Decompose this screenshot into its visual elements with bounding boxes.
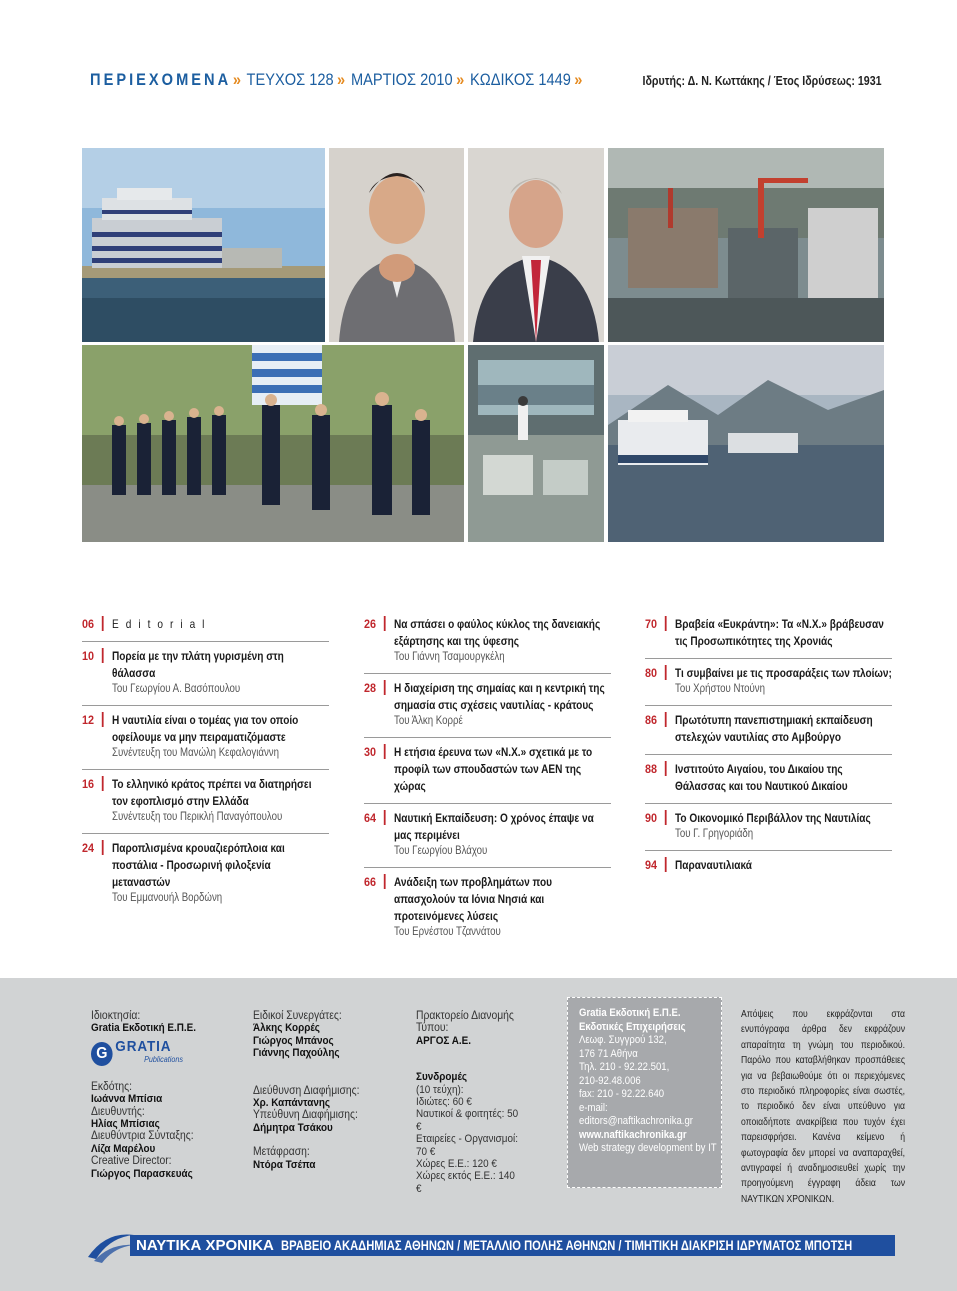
masthead-column-1 (91, 1010, 226, 1180)
entry-title: Βραβεία «Ευκράντη»: Τα «Ν.Χ.» βράβευσαν τις Προσωπικότητες της Χρονιάς (675, 617, 884, 648)
subs-price: Χώρες Ε.Ε.: 120 € (416, 1158, 497, 1171)
photo-ferry-port (608, 345, 884, 542)
photo-shipyard (608, 148, 884, 342)
awards-bar (275, 1235, 895, 1256)
photo-cadets-parade (82, 345, 464, 542)
issue-number: ΤΕΥΧΟΣ 128 (246, 70, 334, 89)
editor-label: Διευθύντρια Σύνταξης: (91, 1130, 194, 1143)
entry-author: Συνέντευξη του Μανώλη Κεφαλογιάννη (112, 747, 279, 759)
creative-label: Creative Director: (91, 1155, 172, 1168)
entry-author: Του Γιάννη Τσαμουργκέλη (394, 651, 505, 663)
agency-label: Πρακτορείο Διανομής Τύπου: (416, 1010, 514, 1035)
entry-author: Του Εμμανουήλ Βορδώνη (112, 892, 223, 904)
gratia-logo (91, 1038, 226, 1070)
contact-box (567, 997, 722, 1188)
special-name: Γιάννης Παχούλης (253, 1047, 340, 1060)
creative-name: Γιώργος Παρασκευάς (91, 1167, 193, 1180)
awards-text: ΒΡΑΒΕΙΟ ΑΚΑΔΗΜΙΑΣ ΑΘΗΝΩΝ / ΜΕΤΑΛΛΙΟ ΠΟΛΗΣ ΑΘΗΝΩΝ / ΤΙΜΗΤΙΚΗ ΔΙΑΚΡΙΣΗ ΙΔΡΥΜΑΤΟΣ ΜΠΟΤΣΗ (281, 1237, 853, 1253)
owner-name: Gratia Εκδοτική Ε.Π.Ε. (91, 1022, 197, 1035)
page-number: 24 (82, 840, 104, 856)
toc-entry[interactable] (82, 648, 329, 706)
arrow-icon: » (456, 70, 463, 89)
entry-title: Η ναυτιλία είναι ο τομέας για τον οποίο οφείλουμε να μην πειραματιζόμαστε (112, 713, 299, 744)
entry-title: Πορεία με την πλάτη γυρισμένη στη θάλασσα (112, 649, 284, 680)
page-number: 16 (82, 776, 104, 792)
entry-author: Του Χρήστου Ντούνη (675, 683, 765, 695)
page-number: 64 (364, 810, 386, 826)
page-number: 94 (645, 857, 667, 873)
publisher-name: Ιωάννα Μπίσια (91, 1093, 163, 1106)
contents-title: ΠΕΡΙΕΧΟΜΕΝΑ (90, 70, 232, 89)
special-label: Ειδικοί Συνεργάτες: (253, 1010, 342, 1022)
toc-entry[interactable] (82, 616, 329, 642)
toc-column-3 (645, 616, 892, 888)
page-number: 30 (364, 744, 386, 760)
page-number: 88 (645, 761, 667, 777)
subs-price: Ναυτικοί & φοιτητές: 50 € (416, 1108, 519, 1133)
toc-entry[interactable] (364, 744, 611, 804)
entry-title: Ναυτική Εκπαίδευση: Ο χρόνος έπαψε να μας περιμένει (394, 811, 594, 842)
entry-author: Συνέντευξη του Περικλή Παναγόπουλου (112, 811, 283, 823)
company-sub: Εκδοτικές Επιχειρήσεις (579, 1020, 686, 1033)
toc-entry[interactable] (645, 857, 892, 882)
entry-author: Του Γεωργίου Βλάχου (394, 845, 488, 857)
address-line: 176 71 Αθήνα (579, 1047, 638, 1060)
toc-entry[interactable] (364, 810, 611, 868)
toc-entry[interactable] (82, 712, 329, 770)
address-line: Λεωφ. Συγγρού 132, (579, 1034, 667, 1046)
toc-entry[interactable] (364, 680, 611, 738)
wave-logo-icon (86, 1227, 136, 1265)
issue-code: ΚΩΔΙΚΟΣ 1449 (470, 70, 571, 89)
entry-title: Παραναυτιλιακά (675, 858, 752, 872)
phone: 210-92.48.006 (579, 1074, 641, 1087)
special-name: Γιώργος Μπάνος (253, 1034, 334, 1047)
arrow-icon: » (337, 70, 344, 89)
company-name: Gratia Εκδοτική Ε.Π.Ε. (579, 1007, 681, 1019)
phone: Τηλ. 210 - 92.22.501, (579, 1061, 670, 1073)
toc-entry[interactable] (364, 616, 611, 674)
arrow-icon: » (574, 70, 581, 89)
page-number: 70 (645, 616, 667, 632)
ads-resp-name: Δήμητρα Τσάκου (253, 1121, 333, 1134)
page-number: 86 (645, 712, 667, 728)
page-number: 80 (645, 665, 667, 681)
entry-author: Του Άλκη Κορρέ (394, 715, 463, 727)
subs-price: Χώρες εκτός Ε.Ε.: 140 € (416, 1170, 515, 1195)
gratia-logo-icon: G (91, 1042, 113, 1066)
arrow-icon: » (232, 70, 240, 89)
toc-entry[interactable] (82, 840, 329, 914)
header-line (90, 70, 584, 90)
page-header (90, 70, 882, 96)
entry-author: Του Γ. Γρηγοριάδη (675, 828, 754, 840)
toc-column-1 (82, 616, 329, 920)
entry-title: Το ελληνικό κράτος πρέπει να διατηρήσει τον εφοπλισμό στην Ελλάδα (112, 777, 312, 808)
page-number: 66 (364, 874, 386, 890)
photo-collage (82, 148, 884, 542)
toc-entry[interactable] (645, 761, 892, 804)
entry-title: Ινστιτούτο Αιγαίου, του Δικαίου της Θάλασσας και του Ναυτικού Δικαίου (675, 762, 848, 793)
editor-name: Λίζα Μαρέλου (91, 1142, 156, 1155)
page-number: 06 (82, 616, 104, 632)
subs-label: Συνδρομές (416, 1071, 468, 1084)
translation-name: Ντόρα Τσέπα (253, 1158, 316, 1171)
ads-label: Διεύθυνση Διαφήμισης: (253, 1084, 360, 1097)
toc-column-2 (364, 616, 611, 954)
ads-name: Χρ. Καπάντανης (253, 1097, 331, 1110)
page-number: 28 (364, 680, 386, 696)
toc-entry[interactable] (82, 776, 329, 834)
page-number: 90 (645, 810, 667, 826)
photo-building-waterfront (82, 148, 325, 342)
entry-title: E d i t o r i a l (112, 617, 207, 631)
subs-issues: (10 τεύχη): (416, 1083, 464, 1096)
entry-title: Το Οικονομικό Περιβάλλον της Ναυτιλίας (675, 811, 871, 825)
website-link[interactable]: www.naftikachronika.gr (579, 1128, 687, 1141)
logo-word: GRATIA (115, 1038, 172, 1056)
toc-entry[interactable] (645, 810, 892, 851)
director-label: Διευθυντής: (91, 1105, 145, 1118)
owner-label: Ιδιοκτησία: (91, 1010, 141, 1022)
entry-author: Του Ερνέστου Τζαννάτου (394, 926, 501, 938)
page-number: 26 (364, 616, 386, 632)
entry-title: Η ετήσια έρευνα των «Ν.Χ.» σχετικά με το προφίλ των σπουδαστών των ΑΕΝ της χώρας (394, 745, 593, 793)
disclaimer-text: Απόψεις που εκφράζονται στα ενυπόγραφα άρθρα δεν εκφράζουν απαραίτητα τη γνώμη του περιοδικού. Παρόλο που καταβλήθηκαν προσπάθειες για να βεβαιωθούμε ότι οι περιεχόμενες στο περιοδικό πληροφορίες είναι σωστές, το περιοδικό δεν είναι υπεύθυνο για οποιαδήποτε ανακρίβεια που τυχόν έχει παρεισφρήσει. Κανένα κείμενο ή φωτογραφία δεν μπορεί να αναπαραχθεί, αντιγραφεί ή αναδημοσιευθεί χωρίς την προηγούμενη έγγραφη άδεια των ΝΑΥΤΙΚΩΝ ΧΡΟΝΙΚΩΝ. (741, 1008, 905, 1205)
agency-name: ΑΡΓΟΣ Α.Ε. (416, 1034, 471, 1047)
entry-title: Τι συμβαίνει με τις προσαράξεις των πλοίων; (675, 666, 892, 680)
publisher-label: Εκδότης: (91, 1080, 133, 1093)
entry-author: Του Γεωργίου Α. Βασόπουλου (112, 683, 241, 695)
founder-info: Ιδρυτής: Δ. Ν. Κωττάκης / Έτος Ιδρύσεως: 1931 (642, 73, 882, 88)
page-number: 10 (82, 648, 104, 664)
director-name: Ηλίας Μπίσιας (91, 1118, 160, 1131)
toc-entry[interactable] (645, 665, 892, 706)
subs-price: Ιδιώτες: 60 € (416, 1096, 472, 1109)
toc-entry[interactable] (645, 712, 892, 755)
entry-title: Να σπάσει ο φαύλος κύκλος της δανειακής εξάρτησης και της ύφεσης (394, 617, 601, 648)
toc-entry[interactable] (364, 874, 611, 948)
disclaimer (741, 1007, 905, 1207)
brand-name: ΝΑΥΤΙΚΑ ΧΡΟΝΙΚΑ (130, 1235, 280, 1256)
special-name: Άλκης Κορρές (253, 1022, 320, 1035)
toc-entry[interactable] (645, 616, 892, 659)
page-number: 12 (82, 712, 104, 728)
ads-resp-label: Υπεύθυνη Διαφήμισης: (253, 1109, 358, 1122)
subs-price: Εταιρείες - Οργανισμοί: 70 € (416, 1133, 518, 1158)
masthead-column-2 (253, 1010, 388, 1171)
brand-banner (0, 1221, 957, 1269)
photo-ship-bridge (468, 345, 604, 542)
web-strategy: Web strategy development by IT (579, 1142, 717, 1154)
fax: fax: 210 - 92.22.640 (579, 1088, 665, 1100)
email-link[interactable]: e-mail: editors@naftikachronika.gr (579, 1101, 693, 1127)
translation-label: Μετάφραση: (253, 1146, 310, 1159)
logo-subtitle: Publications (144, 1054, 183, 1064)
masthead-column-3 (416, 1010, 522, 1195)
photo-portrait-2 (468, 148, 604, 342)
photo-portrait-1 (329, 148, 464, 342)
entry-title: Πρωτότυπη πανεπιστημιακή εκπαίδευση στελεχών ναυτιλίας στο Αμβούργο (675, 713, 873, 744)
entry-title: Η διαχείριση της σημαίας και η κεντρική της σημασία στις σχέσεις ναυτιλίας - κράτους (394, 681, 605, 712)
issue-date: ΜΑΡΤΙΟΣ 2010 (350, 70, 453, 89)
entry-title: Παροπλισμένα κρουαζιερόπλοια και ποστάλια - Προσωρινή φιλοξενία μεταναστών (112, 841, 285, 889)
entry-title: Ανάδειξη των προβλημάτων που απασχολούν τα Ιόνια Νησιά και προτεινόμενες λύσεις (394, 875, 552, 923)
